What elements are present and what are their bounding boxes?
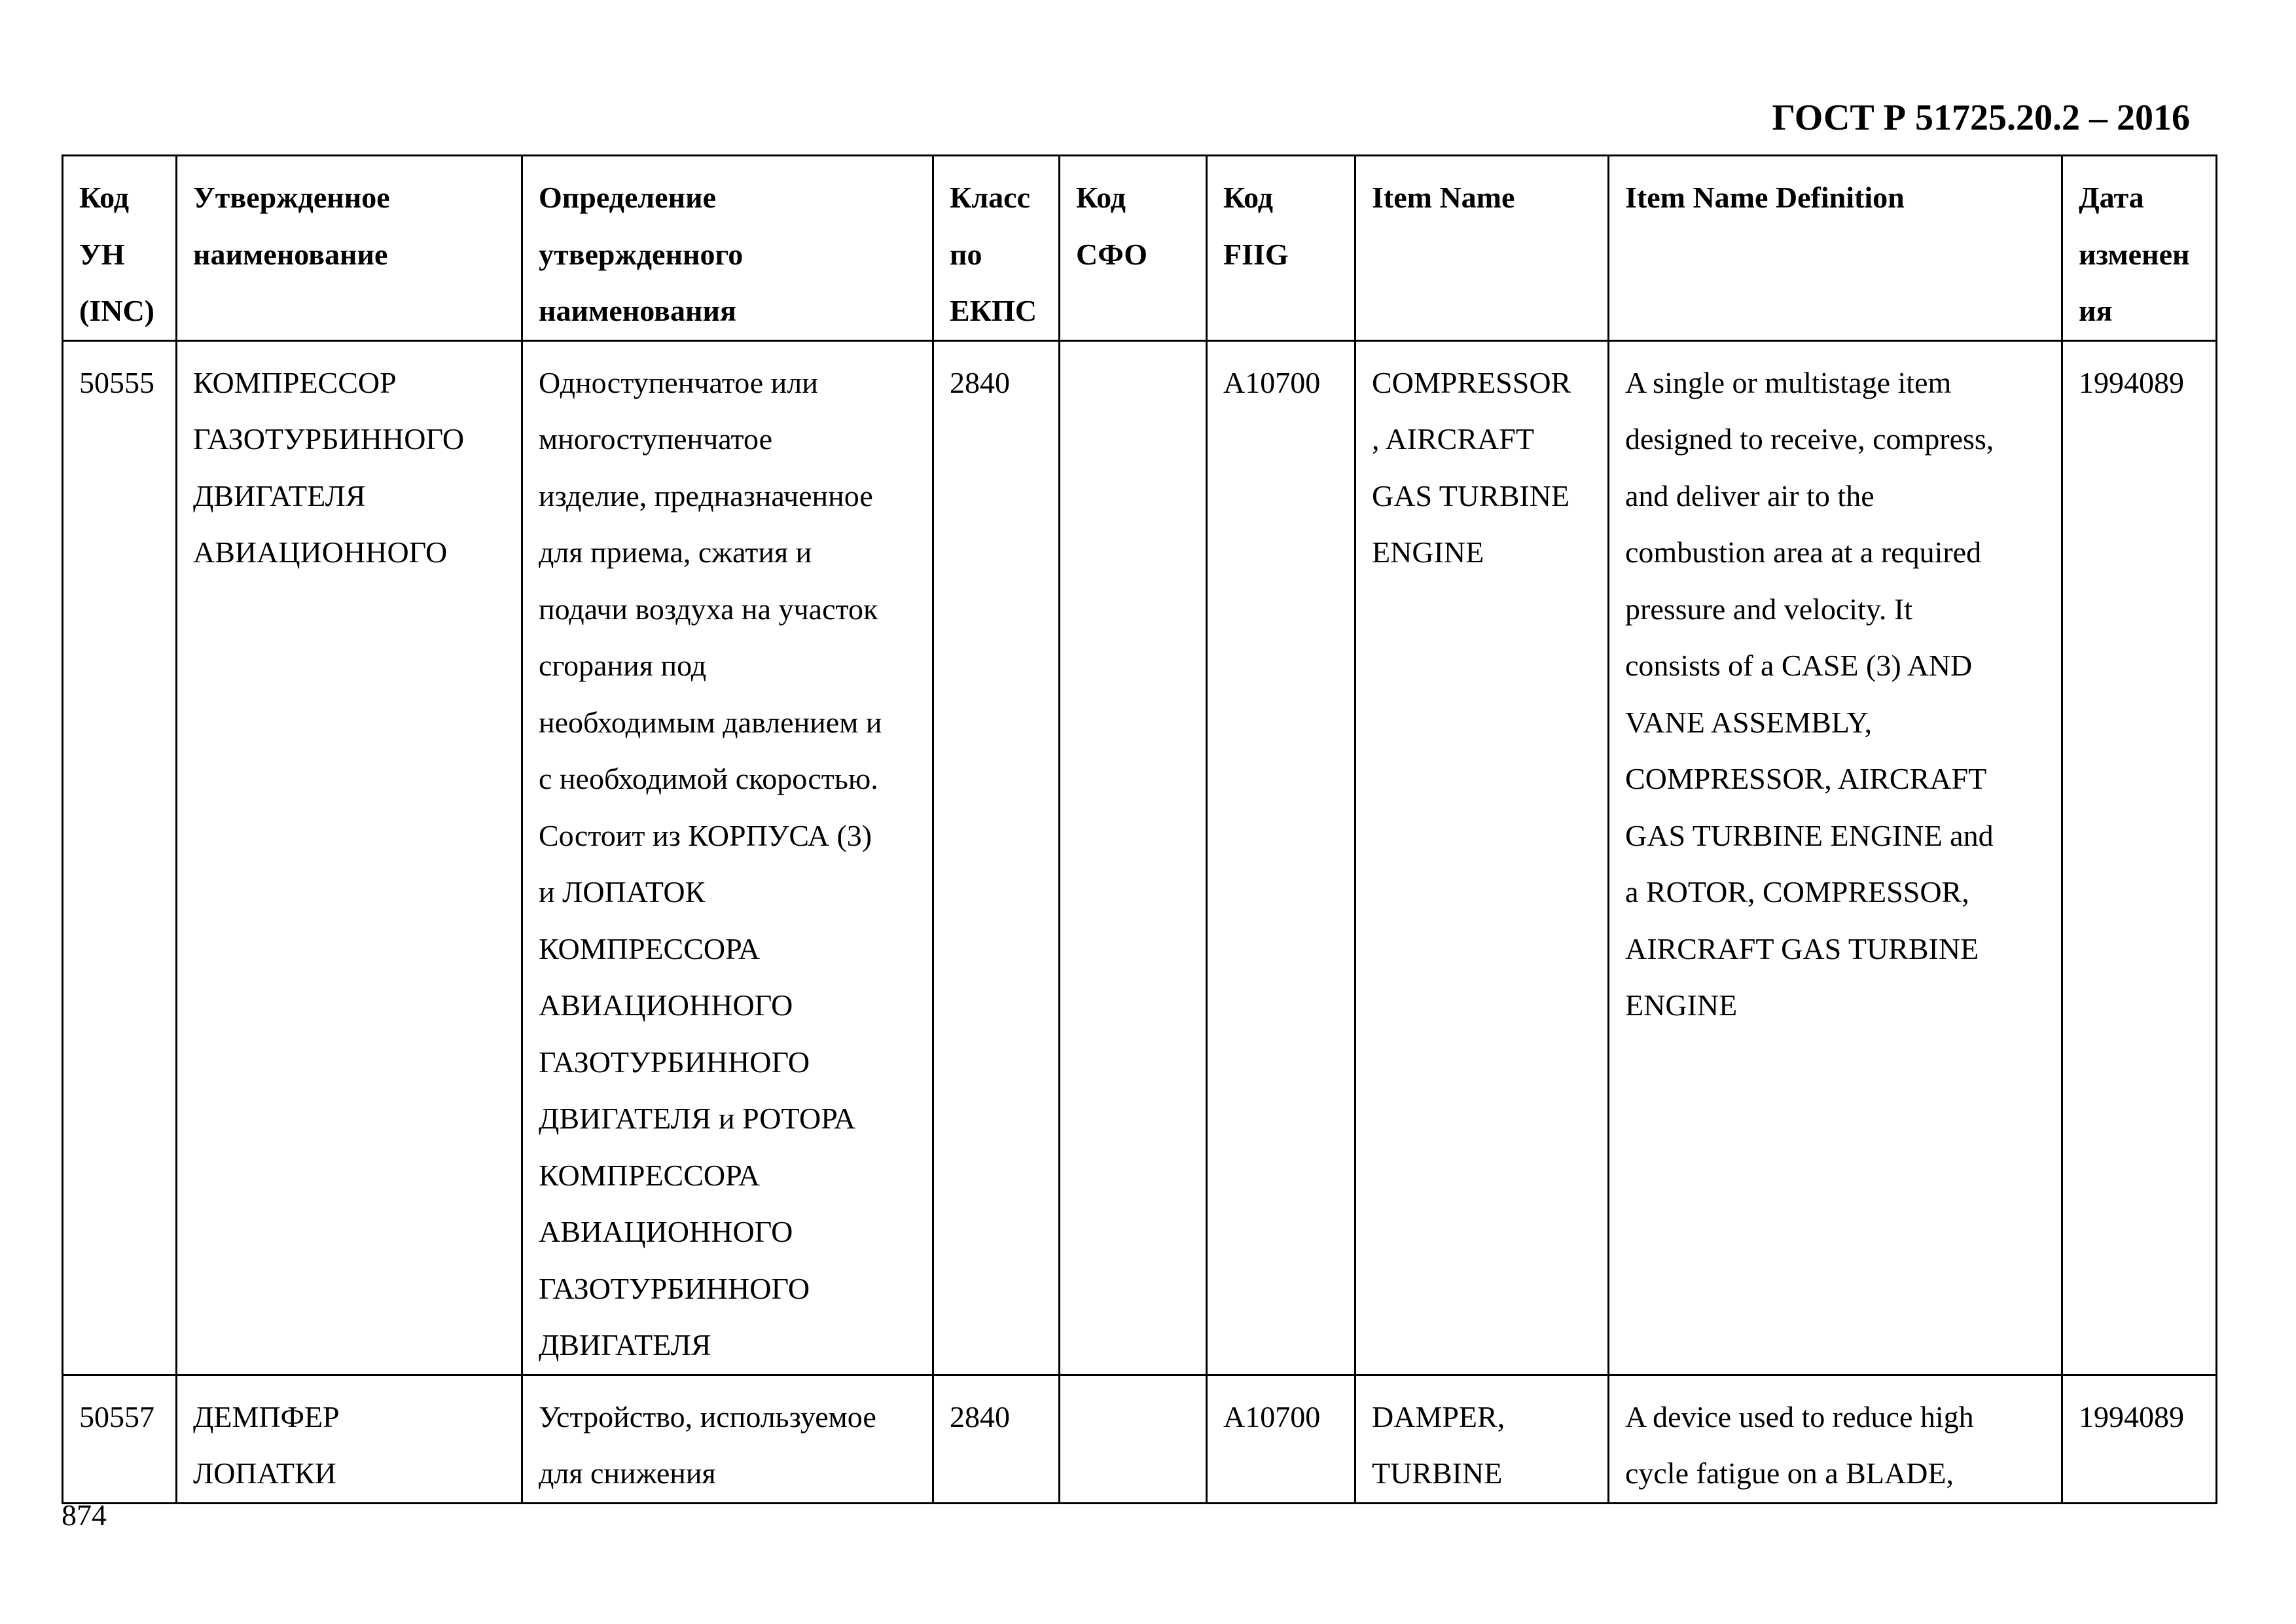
text-line: pressure and velocity. It <box>1625 592 1912 626</box>
text-line: ГАЗОТУРБИННОГО <box>193 422 465 456</box>
cell-approved-name <box>177 340 522 1375</box>
header-inc-code <box>63 156 177 341</box>
text-line: Item Name <box>1372 181 1515 214</box>
header-sfo-code <box>1060 156 1207 341</box>
cell-fiig-code <box>1207 340 1355 1375</box>
text-line: ДВИГАТЕЛЯ <box>193 478 366 513</box>
text-line: наименование <box>193 237 388 271</box>
text-line: COMPRESSOR, AIRCRAFT <box>1625 762 1987 795</box>
text-line: COMPRESSOR <box>1372 365 1571 399</box>
cell-change-date <box>2062 1375 2217 1503</box>
text-line: для приема, сжатия и <box>539 535 812 569</box>
text-line: КОМПРЕССОР <box>193 365 397 399</box>
cell-change-date <box>2062 340 2217 1375</box>
text-line: ЛОПАТКИ <box>193 1456 336 1490</box>
text-line: наименования <box>539 294 736 327</box>
text-line: GAS TURBINE ENGINE and <box>1625 818 1994 852</box>
header-item-name <box>1355 156 1609 341</box>
document-header: ГОСТ Р 51725.20.2 – 2016 <box>1772 98 2190 138</box>
text-line: Item Name Definition <box>1625 181 1905 214</box>
text-line: 50557 <box>79 1399 154 1434</box>
text-line: ДВИГАТЕЛЯ и РОТОРА <box>539 1102 856 1135</box>
text-line: A device used to reduce high <box>1625 1399 1974 1434</box>
text-line: утвержденного <box>539 237 744 271</box>
text-line: Состоит из КОРПУСА (3) <box>539 818 872 852</box>
cell-ekps-class <box>933 340 1060 1375</box>
text-line: 50555 <box>79 365 154 399</box>
text-line: Утвержденное <box>193 181 390 214</box>
cell-inc-code <box>63 1375 177 1503</box>
text-line: УН <box>79 237 125 271</box>
text-line: по <box>950 237 982 271</box>
cell-definition <box>522 340 933 1375</box>
text-line: ДВИГАТЕЛЯ <box>539 1328 711 1362</box>
header-item-name-definition <box>1609 156 2062 341</box>
text-line: для снижения <box>539 1456 716 1490</box>
text-line: 2840 <box>950 365 1010 399</box>
text-line: FIIG <box>1223 237 1289 271</box>
text-line: сгорания под <box>539 649 707 682</box>
text-line: КОМПРЕССОРА <box>539 931 761 965</box>
text-line: ДЕМПФЕР <box>193 1399 340 1434</box>
text-line: A10700 <box>1223 1399 1321 1434</box>
text-line: Код <box>79 181 130 214</box>
text-line: 2840 <box>950 1399 1010 1434</box>
text-line: designed to receive, compress, <box>1625 422 1994 456</box>
cell-sfo-code <box>1060 340 1207 1375</box>
text-line: (INC) <box>79 294 154 327</box>
text-line: and deliver air to the <box>1625 478 1874 513</box>
text-line: combustion area at a required <box>1625 535 1982 569</box>
text-line: TURBINE <box>1372 1456 1503 1490</box>
text-line: ия <box>2079 294 2113 327</box>
header-definition <box>522 156 933 341</box>
text-line: подачи воздуха на участок <box>539 592 878 626</box>
text-line: АВИАЦИОННОГО <box>539 1215 793 1248</box>
header-change-date <box>2062 156 2217 341</box>
text-line: многоступенчатое <box>539 422 772 456</box>
data-table <box>62 154 2217 1504</box>
header-approved-name <box>177 156 522 341</box>
text-line: Код <box>1076 181 1126 214</box>
text-line: СФО <box>1076 237 1148 271</box>
text-line: АВИАЦИОННОГО <box>193 535 448 569</box>
text-line: A single or multistage item <box>1625 365 1952 399</box>
cell-item-name-definition <box>1609 1375 2062 1503</box>
text-line: ENGINE <box>1625 988 1738 1022</box>
text-line: Определение <box>539 181 717 214</box>
text-line: КОМПРЕССОРА <box>539 1158 761 1192</box>
text-line: ЕКПС <box>950 294 1037 327</box>
text-line: DAMPER, <box>1372 1399 1505 1434</box>
text-line: необходимым давлением и <box>539 705 882 739</box>
text-line: с необходимой скоростью. <box>539 762 878 795</box>
text-line: A10700 <box>1223 365 1321 399</box>
text-line: Устройство, используемое <box>539 1399 876 1434</box>
text-line: , AIRCRAFT <box>1372 422 1534 456</box>
text-line: a ROTOR, COMPRESSOR, <box>1625 875 1969 909</box>
text-line: cycle fatigue on a BLADE, <box>1625 1456 1954 1490</box>
cell-item-name <box>1355 1375 1609 1503</box>
table-row <box>63 340 2217 1375</box>
cell-inc-code <box>63 340 177 1375</box>
text-line: Код <box>1223 181 1274 214</box>
cell-approved-name <box>177 1375 522 1503</box>
header-ekps-class <box>933 156 1060 341</box>
text-line: 1994089 <box>2079 365 2184 399</box>
page-number: 874 <box>62 1498 107 1532</box>
cell-item-name-definition <box>1609 340 2062 1375</box>
cell-fiig-code <box>1207 1375 1355 1503</box>
header-fiig-code <box>1207 156 1355 341</box>
text-line: ENGINE <box>1372 535 1484 569</box>
text-line: Класс <box>950 181 1030 214</box>
cell-definition <box>522 1375 933 1503</box>
text-line: 1994089 <box>2079 1399 2184 1434</box>
text-line: Одноступенчатое или <box>539 365 818 399</box>
text-line: изменен <box>2079 237 2190 271</box>
text-line: ГАЗОТУРБИННОГО <box>539 1045 810 1079</box>
table-header-row <box>63 156 2217 341</box>
text-line: consists of a CASE (3) AND <box>1625 649 1973 682</box>
cell-sfo-code <box>1060 1375 1207 1503</box>
cell-item-name <box>1355 340 1609 1375</box>
text-line: изделие, предназначенное <box>539 478 873 513</box>
table-row <box>63 1375 2217 1503</box>
text-line: АВИАЦИОННОГО <box>539 988 793 1022</box>
cell-ekps-class <box>933 1375 1060 1503</box>
text-line: ГАЗОТУРБИННОГО <box>539 1271 810 1305</box>
text-line: Дата <box>2079 181 2144 214</box>
text-line: VANE ASSEMBLY, <box>1625 705 1873 739</box>
text-line: AIRCRAFT GAS TURBINE <box>1625 931 1979 965</box>
text-line: GAS TURBINE <box>1372 478 1570 513</box>
text-line: и ЛОПАТОК <box>539 875 706 909</box>
